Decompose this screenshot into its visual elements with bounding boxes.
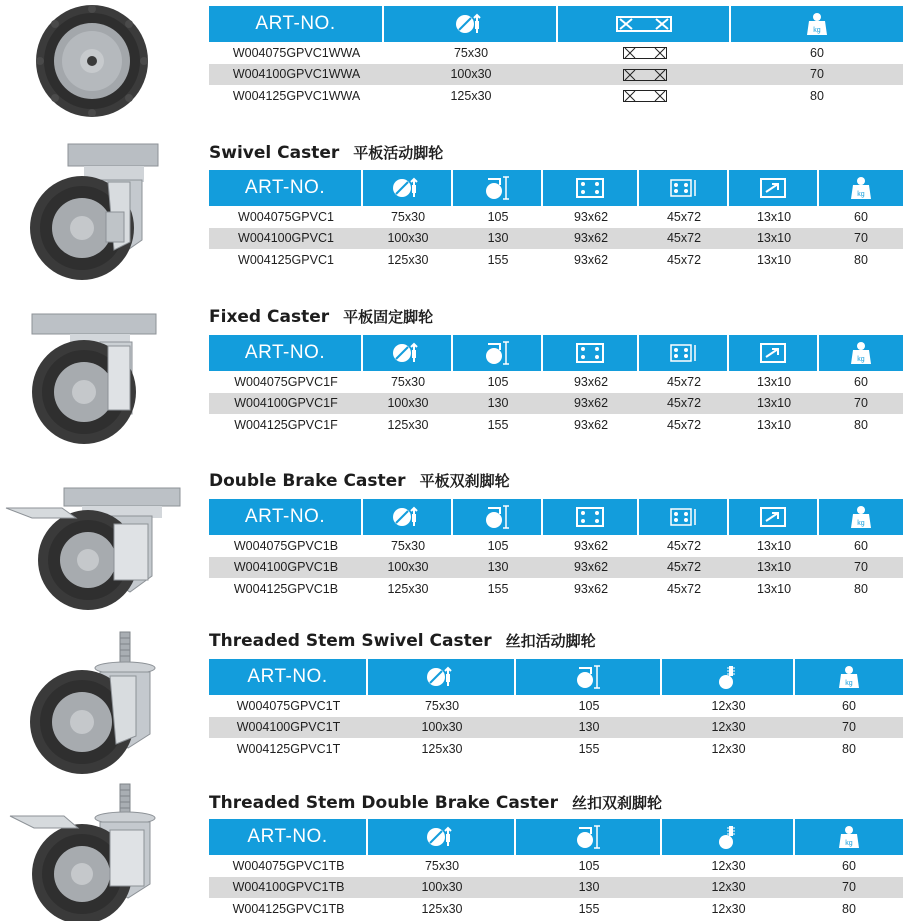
bolt-hole-icon [729,499,819,535]
height-cell: 130 [578,880,600,895]
table-header [209,6,903,42]
table-header [209,659,903,695]
header-art-no: ART-NO. [209,659,368,695]
table-row [209,855,903,877]
title-en: Double Brake Caster [209,471,406,491]
bolt-hole-cell: 13x10 [756,231,792,246]
title-cn: 丝扣活动脚轮 [505,632,596,650]
art-no-cell: W004100GPVC1 [238,231,334,246]
section-title [209,630,596,652]
size-cell: 75x30 [453,45,489,60]
art-no-cell: W004125GPVC1WWA [232,88,361,103]
wheel-size-icon [368,819,516,855]
section-title [209,306,433,328]
svg-text:kg: kg [857,520,865,527]
table-row [209,414,903,436]
art-no-cell: W004125GPVC1T [236,741,341,756]
size-cell: 75x30 [390,209,426,224]
table-row [209,578,903,600]
header-art-no: ART-NO. [209,6,384,42]
plate-cell: 93x62 [573,396,609,411]
height-icon [453,170,543,206]
plate-cell: 93x62 [573,231,609,246]
box-row-icon [623,90,667,102]
weight-cell: 70 [854,231,868,246]
fixed-caster-photo [30,312,160,446]
height-cell: 105 [578,698,600,713]
thread-cell: 12x30 [711,698,746,713]
thread-cell: 12x30 [711,901,746,916]
art-no-cell: W004100GPVC1B [233,560,339,575]
weight-cell: 60 [842,858,856,873]
weight-cell: 70 [854,560,868,575]
double-brake-caster-photo [2,484,182,610]
weight-cell: 80 [810,88,824,103]
plate-icon [543,499,639,535]
table-row [209,393,903,415]
art-no-cell: W004100GPVC1T [236,720,341,735]
table-hub-wheel [209,6,903,107]
table-row [209,695,903,717]
size-cell: 75x30 [390,374,426,389]
thread-icon [662,819,795,855]
size-cell: 125x30 [421,901,463,916]
height-cell: 130 [578,720,600,735]
height-cell: 130 [487,560,509,575]
title-cn: 平板活动脚轮 [353,144,444,162]
title-en: Threaded Stem Double Brake Caster [209,793,558,813]
box-row-icon [623,69,667,81]
size-cell: 100x30 [421,880,463,895]
height-cell: 105 [487,538,509,553]
thread-cell: 12x30 [711,880,746,895]
height-icon [516,659,662,695]
art-no-cell: W004075GPVC1B [233,538,339,553]
wheel-size-icon [384,6,558,42]
size-cell: 75x30 [424,698,460,713]
thread-cell: 12x30 [711,858,746,873]
box-cell [558,89,731,103]
weight-cell: 60 [854,538,868,553]
weight-cell: 80 [842,901,856,916]
hole-spacing-cell: 45x72 [666,252,702,267]
height-cell: 155 [578,741,600,756]
thread-cell: 12x30 [711,720,746,735]
bolt-hole-cell: 13x10 [756,396,792,411]
size-cell: 125x30 [387,417,429,432]
plate-icon [543,335,639,371]
bolt-hole-cell: 13x10 [756,252,792,267]
size-cell: 100x30 [421,720,463,735]
wheel-size-icon [368,659,516,695]
weight-cell: 80 [854,417,868,432]
table-threaded-stem-double-brake-caster [209,819,903,920]
threaded-brake-caster-photo [8,782,168,921]
bolt-hole-cell: 13x10 [756,538,792,553]
art-no-cell: W004100GPVC1WWA [232,67,361,82]
table-fixed-caster [209,335,903,436]
hole-spacing-cell: 45x72 [666,374,702,389]
table-row [209,206,903,228]
title-en: Threaded Stem Swivel Caster [209,631,492,651]
height-cell: 155 [487,581,509,596]
box-cell [558,67,731,81]
weight-icon [819,335,903,371]
section-fixed-caster [0,306,906,446]
table-row [209,42,903,64]
table-row [209,535,903,557]
section-threaded-stem-swivel-caster [0,630,906,775]
header-art-no: ART-NO. [209,335,363,371]
hole-spacing-cell: 45x72 [666,396,702,411]
box-row-icon [623,47,667,59]
svg-text:kg: kg [857,356,865,363]
section-title [209,792,662,814]
size-cell: 125x30 [387,581,429,596]
size-cell: 75x30 [390,538,426,553]
size-cell: 75x30 [424,858,460,873]
hole-spacing-cell: 45x72 [666,581,702,596]
height-cell: 155 [487,417,509,432]
weight-cell: 60 [854,374,868,389]
swivel-caster-photo [30,142,160,282]
bolt-hole-icon [729,170,819,206]
bolt-hole-cell: 13x10 [756,374,792,389]
height-cell: 130 [487,231,509,246]
plate-icon [543,170,639,206]
weight-cell: 60 [810,45,824,60]
table-row [209,557,903,579]
table-row [209,228,903,250]
thread-icon [662,659,795,695]
plate-cell: 93x62 [573,374,609,389]
table-swivel-caster [209,170,903,271]
weight-icon [731,6,903,42]
bolt-hole-icon [729,335,819,371]
section-swivel-caster [0,142,906,282]
title-cn: 平板双刹脚轮 [419,472,510,490]
plate-cell: 93x62 [573,417,609,432]
height-cell: 105 [487,374,509,389]
table-row [209,738,903,760]
title-cn: 平板固定脚轮 [343,308,434,326]
section-threaded-stem-double-brake-caster [0,792,906,921]
weight-cell: 70 [810,67,824,82]
hole-spacing-icon [639,335,729,371]
height-cell: 155 [487,252,509,267]
weight-cell: 80 [854,581,868,596]
height-cell: 105 [487,209,509,224]
size-cell: 100x30 [387,396,429,411]
hole-spacing-cell: 45x72 [666,231,702,246]
art-no-cell: W004125GPVC1B [233,581,339,596]
weight-cell: 60 [842,698,856,713]
art-no-cell: W004075GPVC1WWA [232,45,361,60]
hole-spacing-icon [639,170,729,206]
svg-text:kg: kg [857,191,865,198]
table-row [209,249,903,271]
thread-cell: 12x30 [711,741,746,756]
wheel-size-icon [363,170,453,206]
art-no-cell: W004075GPVC1F [234,374,338,389]
header-art-no: ART-NO. [209,819,368,855]
size-cell: 100x30 [450,67,492,82]
section-title [209,142,443,164]
size-cell: 100x30 [387,231,429,246]
svg-text:kg: kg [845,680,853,687]
bolt-hole-cell: 13x10 [756,560,792,575]
wheel-size-icon [363,335,453,371]
title-en: Fixed Caster [209,307,330,327]
weight-cell: 60 [854,209,868,224]
table-row [209,371,903,393]
weight-icon [819,170,903,206]
weight-cell: 70 [854,396,868,411]
weight-cell: 80 [854,252,868,267]
height-cell: 130 [487,396,509,411]
table-header [209,335,903,371]
plate-cell: 93x62 [573,560,609,575]
plate-cell: 93x62 [573,581,609,596]
plate-cell: 93x62 [573,538,609,553]
hole-spacing-icon [639,499,729,535]
svg-text:kg: kg [845,840,853,847]
wheel-size-icon [363,499,453,535]
table-header [209,819,903,855]
table-double-brake-caster [209,499,903,600]
box-cell [558,46,731,60]
plate-cell: 93x62 [573,209,609,224]
svg-text:kg: kg [813,27,821,34]
weight-cell: 70 [842,880,856,895]
section-hub-wheel [0,0,906,120]
bolt-hole-cell: 13x10 [756,581,792,596]
hub-wheel-photo [30,2,154,122]
hole-spacing-cell: 45x72 [666,538,702,553]
size-cell: 125x30 [387,252,429,267]
height-icon [453,499,543,535]
weight-cell: 80 [842,741,856,756]
table-row [209,877,903,899]
table-row [209,85,903,107]
title-en: Swivel Caster [209,143,340,163]
weight-cell: 70 [842,720,856,735]
art-no-cell: W004100GPVC1F [234,396,338,411]
weight-icon [819,499,903,535]
table-row [209,898,903,920]
art-no-cell: W004125GPVC1F [234,417,338,432]
section-double-brake-caster [0,470,906,610]
size-cell: 100x30 [387,560,429,575]
weight-icon [795,659,903,695]
table-row [209,717,903,739]
height-icon [516,819,662,855]
hole-spacing-cell: 45x72 [666,209,702,224]
header-art-no: ART-NO. [209,499,363,535]
hole-spacing-cell: 45x72 [666,417,702,432]
table-header [209,170,903,206]
height-cell: 155 [578,901,600,916]
art-no-cell: W004125GPVC1TB [232,901,345,916]
weight-icon [795,819,903,855]
bolt-hole-cell: 13x10 [756,209,792,224]
art-no-cell: W004100GPVC1TB [232,880,345,895]
threaded-swivel-caster-photo [30,630,160,775]
height-cell: 105 [578,858,600,873]
size-cell: 125x30 [450,88,492,103]
table-threaded-stem-swivel-caster [209,659,903,760]
table-row [209,64,903,86]
art-no-cell: W004075GPVC1TB [232,858,345,873]
section-title [209,470,510,492]
header-art-no: ART-NO. [209,170,363,206]
height-icon [453,335,543,371]
table-header [209,499,903,535]
art-no-cell: W004075GPVC1T [236,698,341,713]
size-cell: 125x30 [421,741,463,756]
art-no-cell: W004075GPVC1 [238,209,334,224]
art-no-cell: W004125GPVC1 [238,252,334,267]
box-icon [558,6,731,42]
title-cn: 丝扣双刹脚轮 [571,794,662,812]
bolt-hole-cell: 13x10 [756,417,792,432]
plate-cell: 93x62 [573,252,609,267]
hole-spacing-cell: 45x72 [666,560,702,575]
